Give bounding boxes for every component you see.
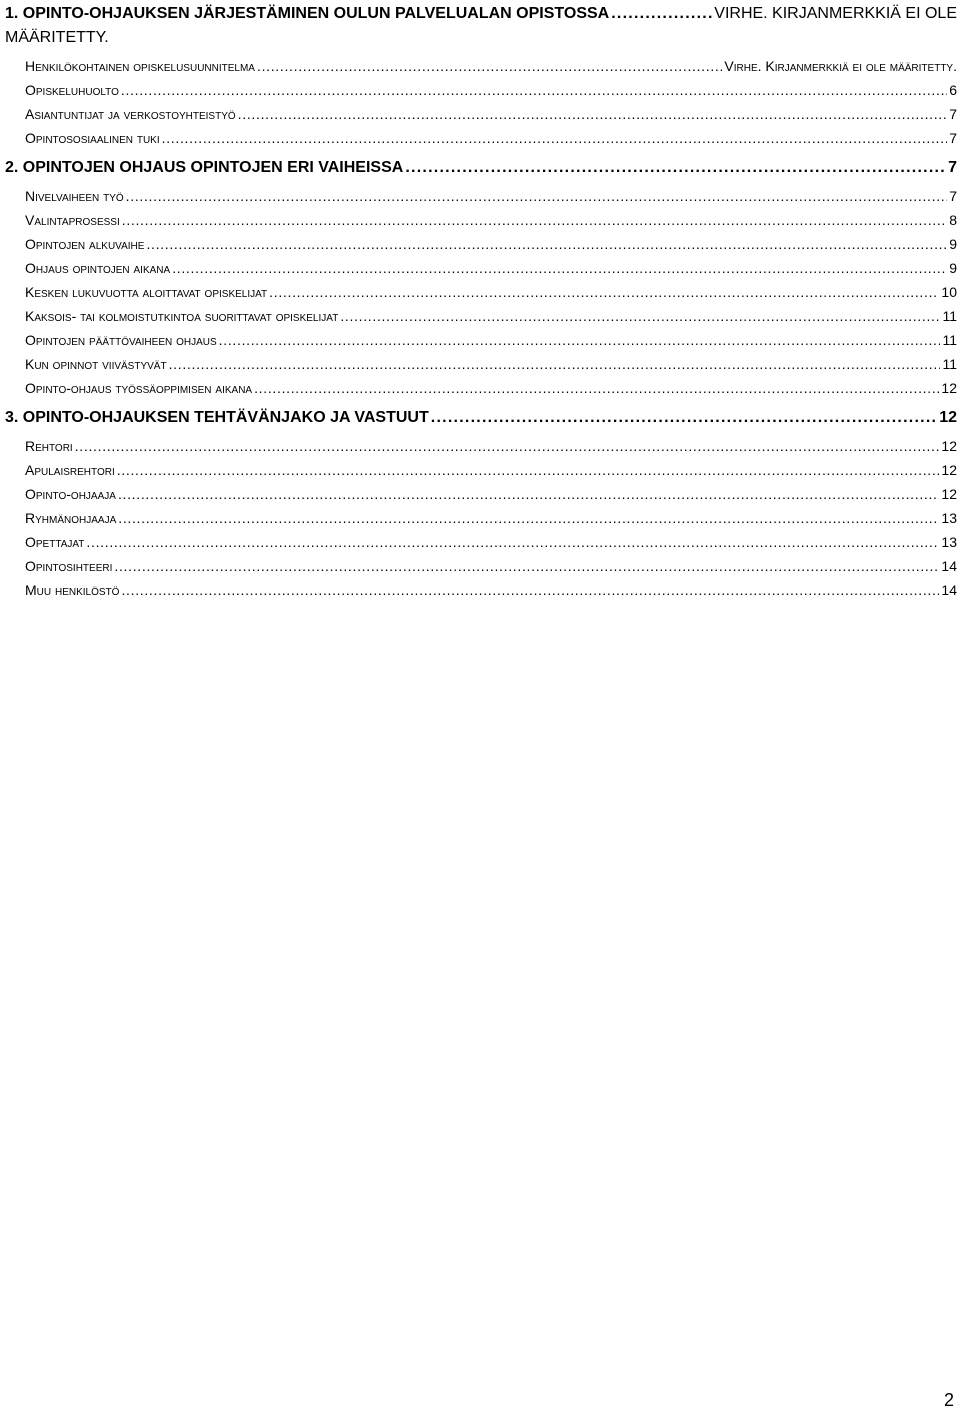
toc-leader-dots: [254, 376, 939, 400]
toc-leader-dots: [75, 434, 940, 458]
toc-leader-dots: [269, 280, 939, 304]
toc-entry-page: Virhe. Kirjanmerkkiä ei ole määritetty.: [724, 58, 957, 74]
toc-entry-title: Valintaprosessi: [25, 212, 120, 228]
toc-entry[interactable]: [5, 102, 957, 126]
toc-entry-title: Henkilökohtainen opiskelusuunnitelma: [25, 58, 255, 74]
toc-entry[interactable]: [5, 78, 957, 102]
toc-entry-page: 13: [941, 510, 957, 526]
toc-leader-dots: [121, 578, 939, 602]
toc-entry[interactable]: [5, 434, 957, 458]
toc-leader-dots: [340, 304, 940, 328]
toc-entry-title: Muu henkilöstö: [25, 582, 120, 598]
toc-leader-dots: [126, 184, 948, 208]
toc-entry-title: Opintojen päättövaiheen ohjaus: [25, 332, 217, 348]
toc-entry[interactable]: [5, 482, 957, 506]
toc-entry-page: 14: [941, 558, 957, 574]
toc-entry[interactable]: [5, 530, 957, 554]
toc-section-2-title: 2. OPINTOJEN OHJAUS OPINTOJEN ERI VAIHEISSA: [5, 159, 404, 176]
toc-leader-dots: [219, 328, 941, 352]
toc-entry-page: 7: [949, 106, 957, 122]
toc-entry-title: Ohjaus opintojen aikana: [25, 260, 171, 276]
toc-entry[interactable]: [5, 458, 957, 482]
toc-section-1-ref: VIRHE. KIRJANMERKKIÄ EI OLE: [714, 5, 957, 22]
toc-entry-page: 7: [949, 130, 957, 146]
toc-entry[interactable]: [5, 256, 957, 280]
toc-leader-dots: [162, 126, 948, 150]
toc-entry-page: 11: [942, 356, 957, 372]
toc-entry[interactable]: [5, 208, 957, 232]
toc-section-1[interactable]: [5, 2, 957, 50]
toc-leader-dots: [172, 256, 947, 280]
toc-entry[interactable]: [5, 126, 957, 150]
toc-entry[interactable]: [5, 54, 957, 78]
toc-section-3-page: 12: [939, 409, 957, 426]
toc-entry-title: Kesken lukuvuotta aloittavat opiskelijat: [25, 284, 268, 300]
toc-entry[interactable]: [5, 184, 957, 208]
toc-entry[interactable]: [5, 232, 957, 256]
toc-section-1-title: 1. OPINTO-OHJAUKSEN JÄRJESTÄMINEN OULUN PALVELUALAN OPISTOSSA: [5, 5, 610, 22]
toc-entry[interactable]: [5, 304, 957, 328]
toc-entry[interactable]: [5, 554, 957, 578]
toc-leader-dots: [257, 54, 722, 78]
toc-entry[interactable]: [5, 328, 957, 352]
toc-leader-dots: [122, 208, 947, 232]
toc-entry-title: Nivelvaiheen työ: [25, 188, 124, 204]
toc-leader-dots: [121, 78, 947, 102]
toc-section-2[interactable]: [5, 156, 957, 180]
toc-entry-page: 6: [949, 82, 957, 98]
toc-entry-title: Rehtori: [25, 438, 73, 454]
toc-entry-page: 11: [942, 332, 957, 348]
toc-leader-dots: [611, 2, 712, 26]
table-of-contents: [5, 2, 957, 602]
toc-entry-title: Ryhmänohjaaja: [25, 510, 117, 526]
toc-entry-page: 12: [941, 438, 957, 454]
toc-leader-dots: [118, 482, 939, 506]
toc-leader-dots: [86, 530, 939, 554]
toc-section-1-ref-continued: MÄÄRITETTY.: [5, 29, 109, 46]
toc-entry-title: Kaksois- tai kolmoistutkintoa suorittavat opiskelijat: [25, 308, 339, 324]
toc-entry-page: 12: [941, 462, 957, 478]
toc-leader-dots: [117, 458, 940, 482]
toc-leader-dots: [169, 352, 941, 376]
toc-leader-dots: [118, 506, 939, 530]
toc-entry-title: Kun opinnot viivästyvät: [25, 356, 167, 372]
toc-entry-page: 8: [949, 212, 957, 228]
toc-entry-page: 10: [941, 284, 957, 300]
toc-entry-page: 9: [949, 236, 957, 252]
toc-entry-page: 12: [941, 380, 957, 396]
toc-entry-title: Opiskeluhuolto: [25, 82, 119, 98]
toc-entry-title: Opintojen alkuvaihe: [25, 236, 145, 252]
toc-leader-dots: [405, 156, 946, 180]
toc-entry-page: 12: [941, 486, 957, 502]
toc-entry-page: 13: [941, 534, 957, 550]
toc-entry[interactable]: [5, 578, 957, 602]
toc-section-3[interactable]: [5, 406, 957, 430]
toc-entry[interactable]: [5, 280, 957, 304]
toc-entry-title: Apulaisrehtori: [25, 462, 115, 478]
toc-entry[interactable]: [5, 352, 957, 376]
toc-entry-title: Opintosihteeri: [25, 558, 113, 574]
toc-leader-dots: [114, 554, 939, 578]
toc-entry-title: Opintososiaalinen tuki: [25, 130, 160, 146]
toc-entry[interactable]: [5, 376, 957, 400]
toc-entry-title: Opinto-ohjaus työssäoppimisen aikana: [25, 380, 253, 396]
page-number: 2: [943, 1390, 954, 1410]
toc-entry-title: Opinto-ohjaaja: [25, 486, 116, 502]
toc-section-2-page: 7: [948, 159, 957, 176]
toc-entry[interactable]: [5, 506, 957, 530]
toc-entry-page: 7: [949, 188, 957, 204]
toc-entry-title: Asiantuntijat ja verkostoyhteistyö: [25, 106, 236, 122]
toc-leader-dots: [431, 406, 937, 430]
toc-entry-title: Opettajat: [25, 534, 85, 550]
toc-entry-page: 9: [949, 260, 957, 276]
toc-entry-page: 11: [942, 308, 957, 324]
toc-entry-page: 14: [941, 582, 957, 598]
toc-section-3-title: 3. OPINTO-OHJAUKSEN TEHTÄVÄNJAKO JA VASTUUT: [5, 409, 429, 426]
toc-leader-dots: [146, 232, 947, 256]
toc-leader-dots: [238, 102, 948, 126]
